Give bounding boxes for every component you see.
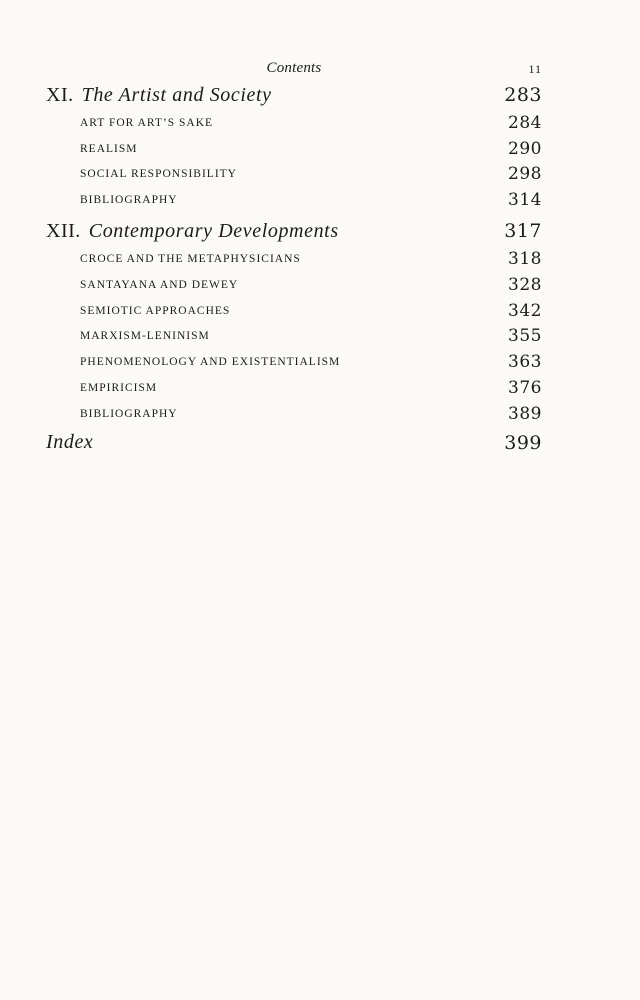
section-title: SEMIOTIC APPROACHES bbox=[80, 304, 231, 317]
section-page-number: 342 bbox=[508, 300, 542, 321]
toc-section bbox=[46, 298, 542, 324]
toc-section bbox=[46, 162, 542, 188]
chapter-title: The Artist and Society bbox=[81, 83, 272, 106]
chapter-page-number: 283 bbox=[504, 84, 542, 106]
index-page-number: 399 bbox=[504, 431, 542, 454]
toc-chapter-11 bbox=[46, 80, 542, 110]
section-title: BIBLIOGRAPHY bbox=[80, 194, 178, 207]
toc-section bbox=[46, 187, 542, 213]
chapter-heading bbox=[46, 84, 272, 107]
section-page-number: 284 bbox=[508, 112, 542, 133]
toc-section bbox=[46, 349, 542, 375]
running-head bbox=[46, 60, 542, 80]
section-page-number: 328 bbox=[508, 274, 542, 295]
chapter-title: Contemporary Developments bbox=[88, 219, 339, 242]
section-page-number: 314 bbox=[508, 190, 542, 211]
section-title: SOCIAL RESPONSIBILITY bbox=[80, 168, 237, 181]
table-of-contents bbox=[46, 80, 542, 459]
chapter-heading bbox=[46, 220, 339, 243]
section-page-number: 355 bbox=[508, 326, 542, 347]
toc-section bbox=[46, 324, 542, 350]
running-title: Contents bbox=[266, 60, 322, 76]
section-page-number: 290 bbox=[508, 138, 542, 159]
section-title: EMPIRICISM bbox=[80, 382, 158, 395]
section-page-number: 318 bbox=[508, 249, 542, 270]
section-page-number: 376 bbox=[508, 378, 542, 399]
section-title: CROCE AND THE METAPHYSICIANS bbox=[80, 253, 301, 266]
section-page-number: 298 bbox=[508, 164, 542, 185]
toc-index bbox=[46, 427, 542, 459]
chapter-number: XII. bbox=[46, 219, 81, 242]
section-title: BIBLIOGRAPHY bbox=[80, 407, 178, 420]
toc-section bbox=[46, 246, 542, 272]
toc-section bbox=[46, 136, 542, 162]
section-title: SANTAYANA AND DEWEY bbox=[80, 278, 239, 291]
index-title: Index bbox=[46, 431, 94, 454]
section-title: ART FOR ART’S SAKE bbox=[80, 116, 214, 129]
chapter-number: XI. bbox=[46, 83, 74, 106]
toc-section bbox=[46, 375, 542, 401]
toc-section bbox=[46, 272, 542, 298]
folio-number: 11 bbox=[528, 62, 542, 76]
section-title: MARXISM-LENINISM bbox=[80, 330, 210, 343]
section-title: REALISM bbox=[80, 142, 138, 155]
section-page-number: 389 bbox=[508, 403, 542, 424]
toc-chapter-12 bbox=[46, 216, 542, 246]
toc-section bbox=[46, 401, 542, 427]
section-page-number: 363 bbox=[508, 352, 542, 373]
toc-section bbox=[46, 110, 542, 136]
chapter-page-number: 317 bbox=[504, 220, 542, 243]
section-title: PHENOMENOLOGY AND EXISTENTIALISM bbox=[80, 356, 341, 369]
